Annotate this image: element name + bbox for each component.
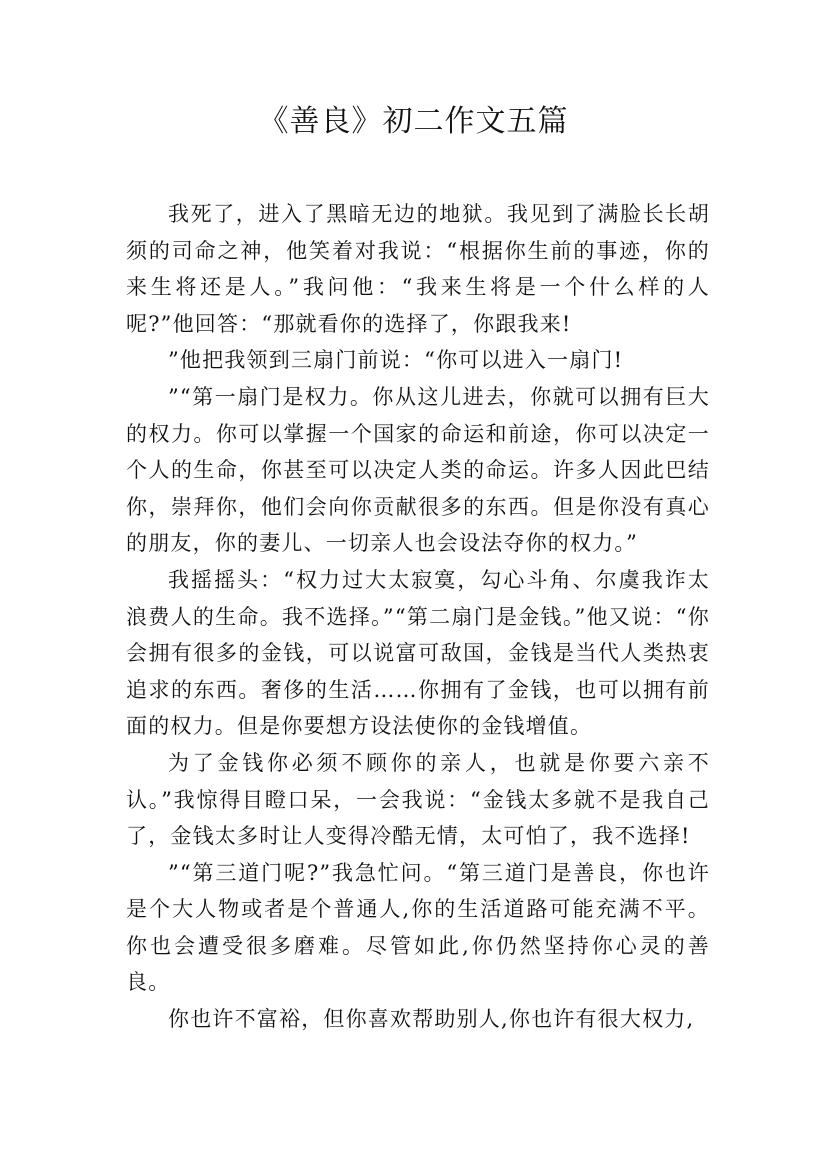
paragraph: ”“第一扇门是权力。你从这儿进去，你就可以拥有巨大的权力。你可以掌握一个国家的命运和前途，你可以决定一个人的生命，你甚至可以决定人类的命运。许多人因此巴结你，崇拜你，他们会向你贡献很多的东西。但是你没有真心的朋友，你的妻儿、一切亲人也会设法夺你的权力。” <box>126 384 710 556</box>
paragraph: 我摇摇头：“权力过大太寂寞，勾心斗角、尔虞我诈太浪费人的生命。我不选择。”“第二扇门是金钱。”他又说：“你会拥有很多的金钱，可以说富可敌国，金钱是当代人类热衷追求的东西。奢侈的生活……你拥有了金钱，也可以拥有前面的权力。但是你要想方设法使你的金钱增值。 <box>126 567 710 739</box>
paragraph: 你也许不富裕，但你喜欢帮助别人,你也许有很大权力, <box>168 1007 695 1032</box>
paragraph: ”他把我领到三扇门前说：“你可以进入一扇门! <box>168 348 624 373</box>
document-title: 《善良》初二作文五篇 <box>258 104 569 139</box>
paragraph: 为了金钱你必须不顾你的亲人，也就是你要六亲不认。”我惊得目瞪口呆，一会我说：“金钱太多就不是我自己了，金钱太多时让人变得冷酷无情，太可怕了，我不选择! <box>126 750 710 849</box>
essay-body <box>126 196 710 1038</box>
paragraph: ”“第三道门呢?”我急忙问。“第三道门是善良，你也许是个大人物或者是个普通人,你的生活道路可能充满不平。你也会遭受很多磨难。尽管如此,你仍然坚持你心灵的善良。 <box>126 860 710 995</box>
paragraph: 我死了，进入了黑暗无边的地狱。我见到了满脸长长胡须的司命之神，他笑着对我说：“根据你生前的事迹，你的来生将还是人。”我问他：“我来生将是一个什么样的人呢?”他回答：“那就看你的选择了，你跟我来! <box>126 202 710 336</box>
